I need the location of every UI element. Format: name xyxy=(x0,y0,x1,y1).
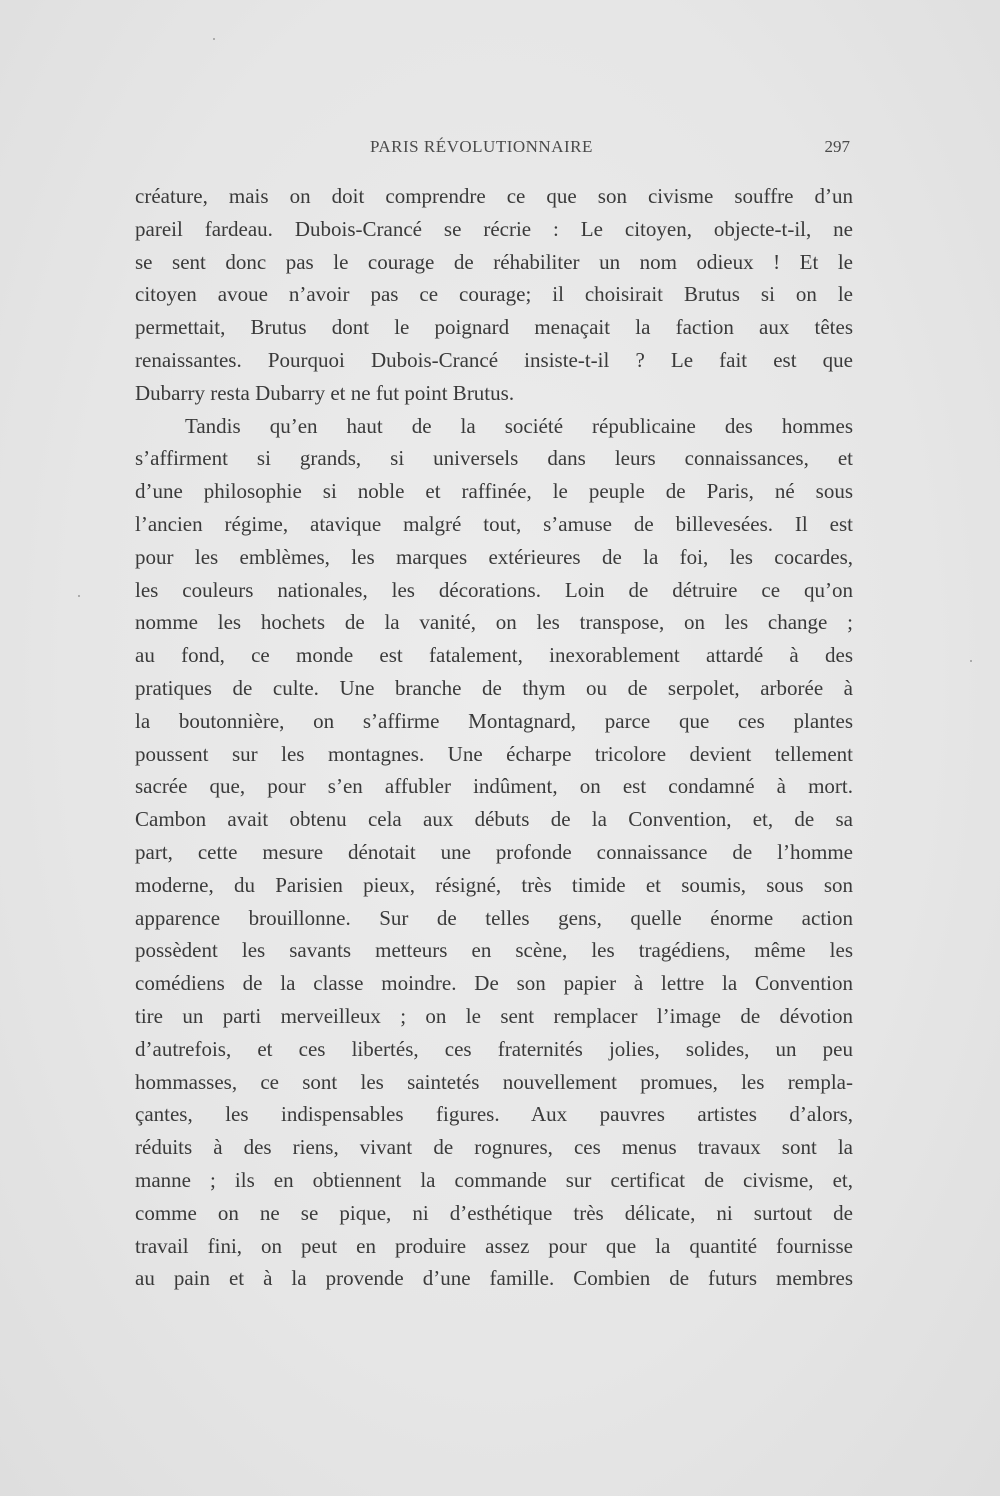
text-line: se sent donc pas le courage de réhabiliter un nom odieux ! Et le xyxy=(135,249,853,274)
text-line: permettait, Brutus dont le poignard menaçait la faction aux têtes xyxy=(135,315,853,340)
paper-speck xyxy=(213,38,215,40)
text-line: Tandis qu’en haut de la société républicaine des hommes xyxy=(185,413,853,438)
text-line: hommasses, ce sont les saintetés nouvellement promues, les rempla- xyxy=(135,1069,853,1094)
text-line: Cambon avait obtenu cela aux débuts de la Convention, et, de sa xyxy=(135,807,853,832)
text-line: au pain et à la provende d’une famille. Combien de futurs membres xyxy=(135,1266,853,1291)
text-line: part, cette mesure dénotait une profonde connaissance de l’homme xyxy=(135,839,853,864)
text-line: au fond, ce monde est fatalement, inexorablement attardé à des xyxy=(135,643,853,668)
text-line: sacrée que, pour s’en affubler indûment, on est condamné à mort. xyxy=(135,774,853,799)
paragraph xyxy=(135,410,853,1296)
text-line: d’autrefois, et ces libertés, ces fraternités jolies, solides, un peu xyxy=(135,1036,853,1061)
text-line: possèdent les savants metteurs en scène, les tragédiens, même les xyxy=(135,938,853,963)
text-line: çantes, les indispensables figures. Aux pauvres artistes d’alors, xyxy=(135,1102,853,1127)
text-line: travail fini, on peut en produire assez pour que la quantité fournisse xyxy=(135,1233,853,1258)
text-line: comédiens de la classe moindre. De son papier à lettre la Convention xyxy=(135,971,853,996)
paragraph xyxy=(135,180,853,410)
text-line: l’ancien régime, atavique malgré tout, s’amuse de billevesées. Il est xyxy=(135,511,853,536)
text-line: les couleurs nationales, les décorations. Loin de détruire ce qu’on xyxy=(135,577,853,602)
running-title: PARIS RÉVOLUTIONNAIRE xyxy=(370,137,593,156)
text-line: nomme les hochets de la vanité, on les transpose, on les change ; xyxy=(135,610,853,635)
text-line: manne ; ils en obtiennent la commande sur certificat de civisme, et, xyxy=(135,1167,853,1192)
text-line: réduits à des riens, vivant de rognures, ces menus travaux sont la xyxy=(135,1135,853,1160)
text-line: moderne, du Parisien pieux, résigné, très timide et soumis, sous son xyxy=(135,872,853,897)
body-text xyxy=(135,180,853,1295)
text-line: créature, mais on doit comprendre ce que son civisme souffre d’un xyxy=(135,184,853,208)
text-line: pratiques de culte. Une branche de thym ou de serpolet, arborée à xyxy=(135,675,853,700)
text-line: Dubarry resta Dubarry et ne fut point Brutus. xyxy=(135,380,515,405)
page-number: 297 xyxy=(824,137,850,156)
text-line: apparence brouillonne. Sur de telles gens, quelle énorme action xyxy=(135,905,853,930)
paper-speck xyxy=(970,660,972,662)
text-line: poussent sur les montagnes. Une écharpe tricolore devient tellement xyxy=(135,741,853,766)
text-line: renaissantes. Pourquoi Dubois-Crancé insiste-t-il ? Le fait est que xyxy=(135,347,853,372)
text-line: s’affirment si grands, si universels dans leurs connaissances, et xyxy=(135,446,853,471)
text-line: pareil fardeau. Dubois-Crancé se récrie : Le citoyen, objecte-t-il, ne xyxy=(135,216,853,241)
paper-speck xyxy=(78,595,80,597)
page-header xyxy=(135,137,850,161)
text-line: comme on ne se pique, ni d’esthétique très délicate, ni surtout de xyxy=(135,1200,853,1225)
text-line: d’une philosophie si noble et raffinée, le peuple de Paris, né sous xyxy=(135,479,853,504)
text-line: citoyen avoue n’avoir pas ce courage; il choisirait Brutus si on le xyxy=(135,282,853,307)
text-line: pour les emblèmes, les marques extérieures de la foi, les cocardes, xyxy=(135,544,853,569)
text-line: la boutonnière, on s’affirme Montagnard, parce que ces plantes xyxy=(135,708,853,733)
text-line: tire un parti merveilleux ; on le sent remplacer l’image de dévotion xyxy=(135,1003,853,1028)
